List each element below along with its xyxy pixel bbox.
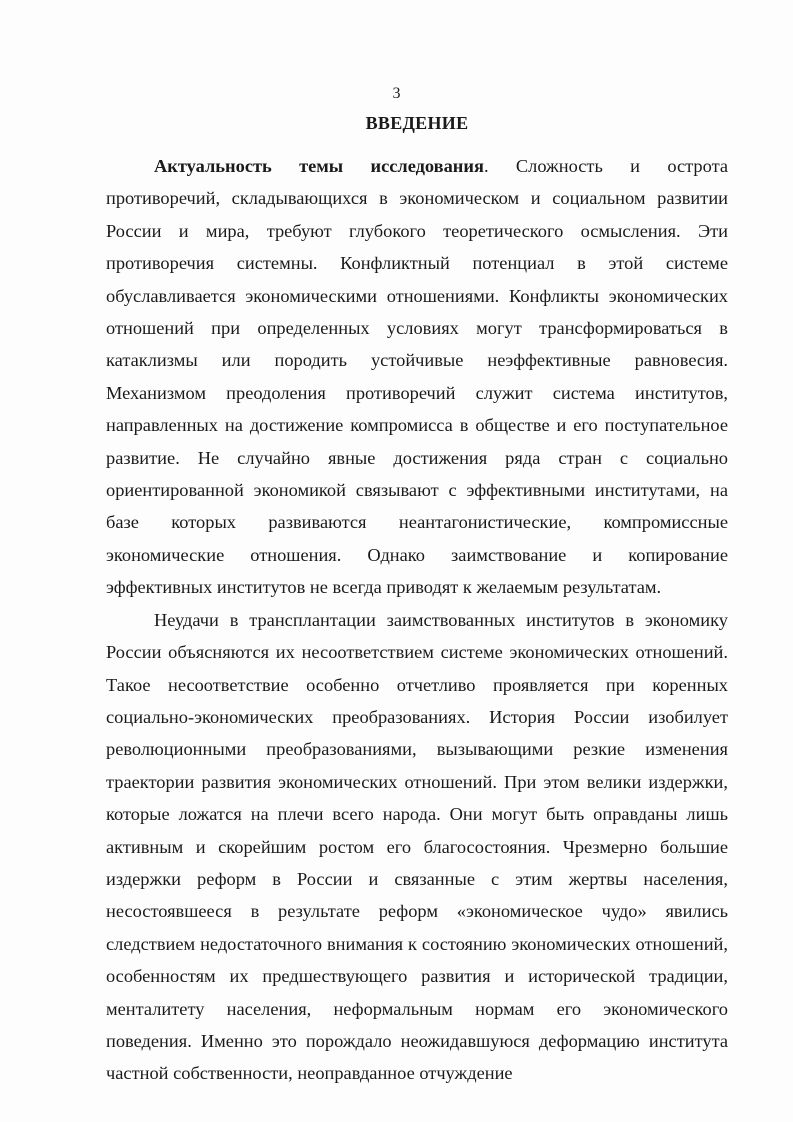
page-title: ВВЕДЕНИЕ	[365, 113, 469, 133]
paragraph-transplantation: Неудачи в трансплантации заимствованных институтов в экономику России объясняются их несоответствием системе экономических отношений. Такое несоответствие особенно отчетливо проявляется при коренных социально-экономических преобразованиях. История России изобилует революционными преобразованиями, вызывающими резкие изменения траектории развития экономических отношений. При этом велики издержки, которые ложатся на плечи всего народа. Они могут быть оправданы лишь активным и скорейшим ростом его благосостояния. Чрезмерно большие издержки реформ в России и связанные с этим жертвы населения, несостоявшееся в результате реформ «экономическое чудо» явились следствием недостаточного внимания к состоянию экономических отношений, особенностям их предшествующего развития и исторической традиции, менталитету населения, неформальным нормам его экономического поведения. Именно это порождало неожидавшуюся деформацию института частной собственности, неоправданное отчуждение	[106, 609, 728, 1084]
paragraph-relevance-text: . Сложность и острота противоречий, складывающихся в экономическом и социальном развитии России и мира, требуют глубокого теоретического осмысления. Эти противоречия системны. Конфликтный потенциал в этой системе обуславливается экономическими отношениями. Конфликты экономических отношений при определенных условиях могут трансформироваться в катаклизмы или породить устойчивые неэффективные равновесия. Механизмом преодоления противоречий служит система институтов, направленных на достижение компромисса в обществе и его поступательное развитие. Не случайно явные достижения ряда стран с социально ориентированной экономикой связывают с эффективными институтами, на базе которых развиваются неантагонистические, компромиссные экономические отношения. Однако заимствование и копирование эффективных институтов не всегда приводят к желаемым результатам.	[106, 156, 728, 598]
page-number: 3	[392, 85, 401, 102]
body-text	[106, 150, 728, 1090]
paragraph-lead-heading: Актуальность темы исследования	[154, 156, 484, 176]
paragraph-relevance	[106, 150, 728, 604]
